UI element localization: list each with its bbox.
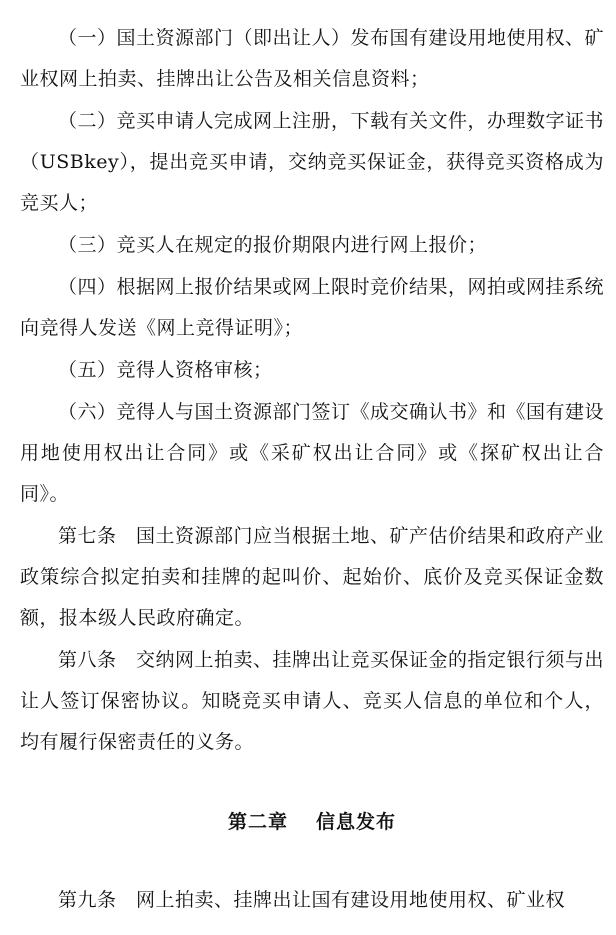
chapter-heading: [20, 802, 604, 843]
paragraph-step-1: （一）国土资源部门（即出让人）发布国有建设用地使用权、矿业权网上拍卖、挂牌出让公告及相关信息资料；: [20, 27, 605, 90]
paragraph-step-3: （三）竞买人在规定的报价期限内进行网上报价；: [58, 234, 488, 256]
paragraph-article-7: 第七条 国土资源部门应当根据土地、矿产估价结果和政府产业政策综合拟定拍卖和挂牌的起叫价、起始价、底价及竞买保证金数额，报本级人民政府确定。: [20, 525, 605, 629]
document-body-top: [20, 18, 604, 763]
document-body-bottom: [20, 880, 604, 921]
paragraph-step-6: （六）竞得人与国土资源部门签订《成交确认书》和《国有建设用地使用权出让合同》或《采矿权出让合同》或《探矿权出让合同》。: [20, 401, 605, 505]
paragraph-article-8: 第八条 交纳网上拍卖、挂牌出让竞买保证金的指定银行须与出让人签订保密协议。知晓竞买申请人、竞买人信息的单位和个人，均有履行保密责任的义务。: [20, 649, 605, 753]
chapter-number: 第二章: [227, 811, 288, 833]
paragraph-step-2: （二）竞买申请人完成网上注册，下载有关文件，办理数字证书（USBkey），提出竞买申请，交纳竞买保证金，获得竞买资格成为竞买人；: [20, 110, 605, 214]
paragraph-step-4: （四）根据网上报价结果或网上限时竞价结果，网拍或网挂系统向竞得人发送《网上竞得证明》；: [20, 276, 605, 339]
paragraph-step-5: （五）竞得人资格审核；: [58, 359, 273, 381]
paragraph-article-9: 第九条 网上拍卖、挂牌出让国有建设用地使用权、矿业权: [58, 889, 566, 911]
chapter-title: 信息发布: [316, 811, 397, 833]
